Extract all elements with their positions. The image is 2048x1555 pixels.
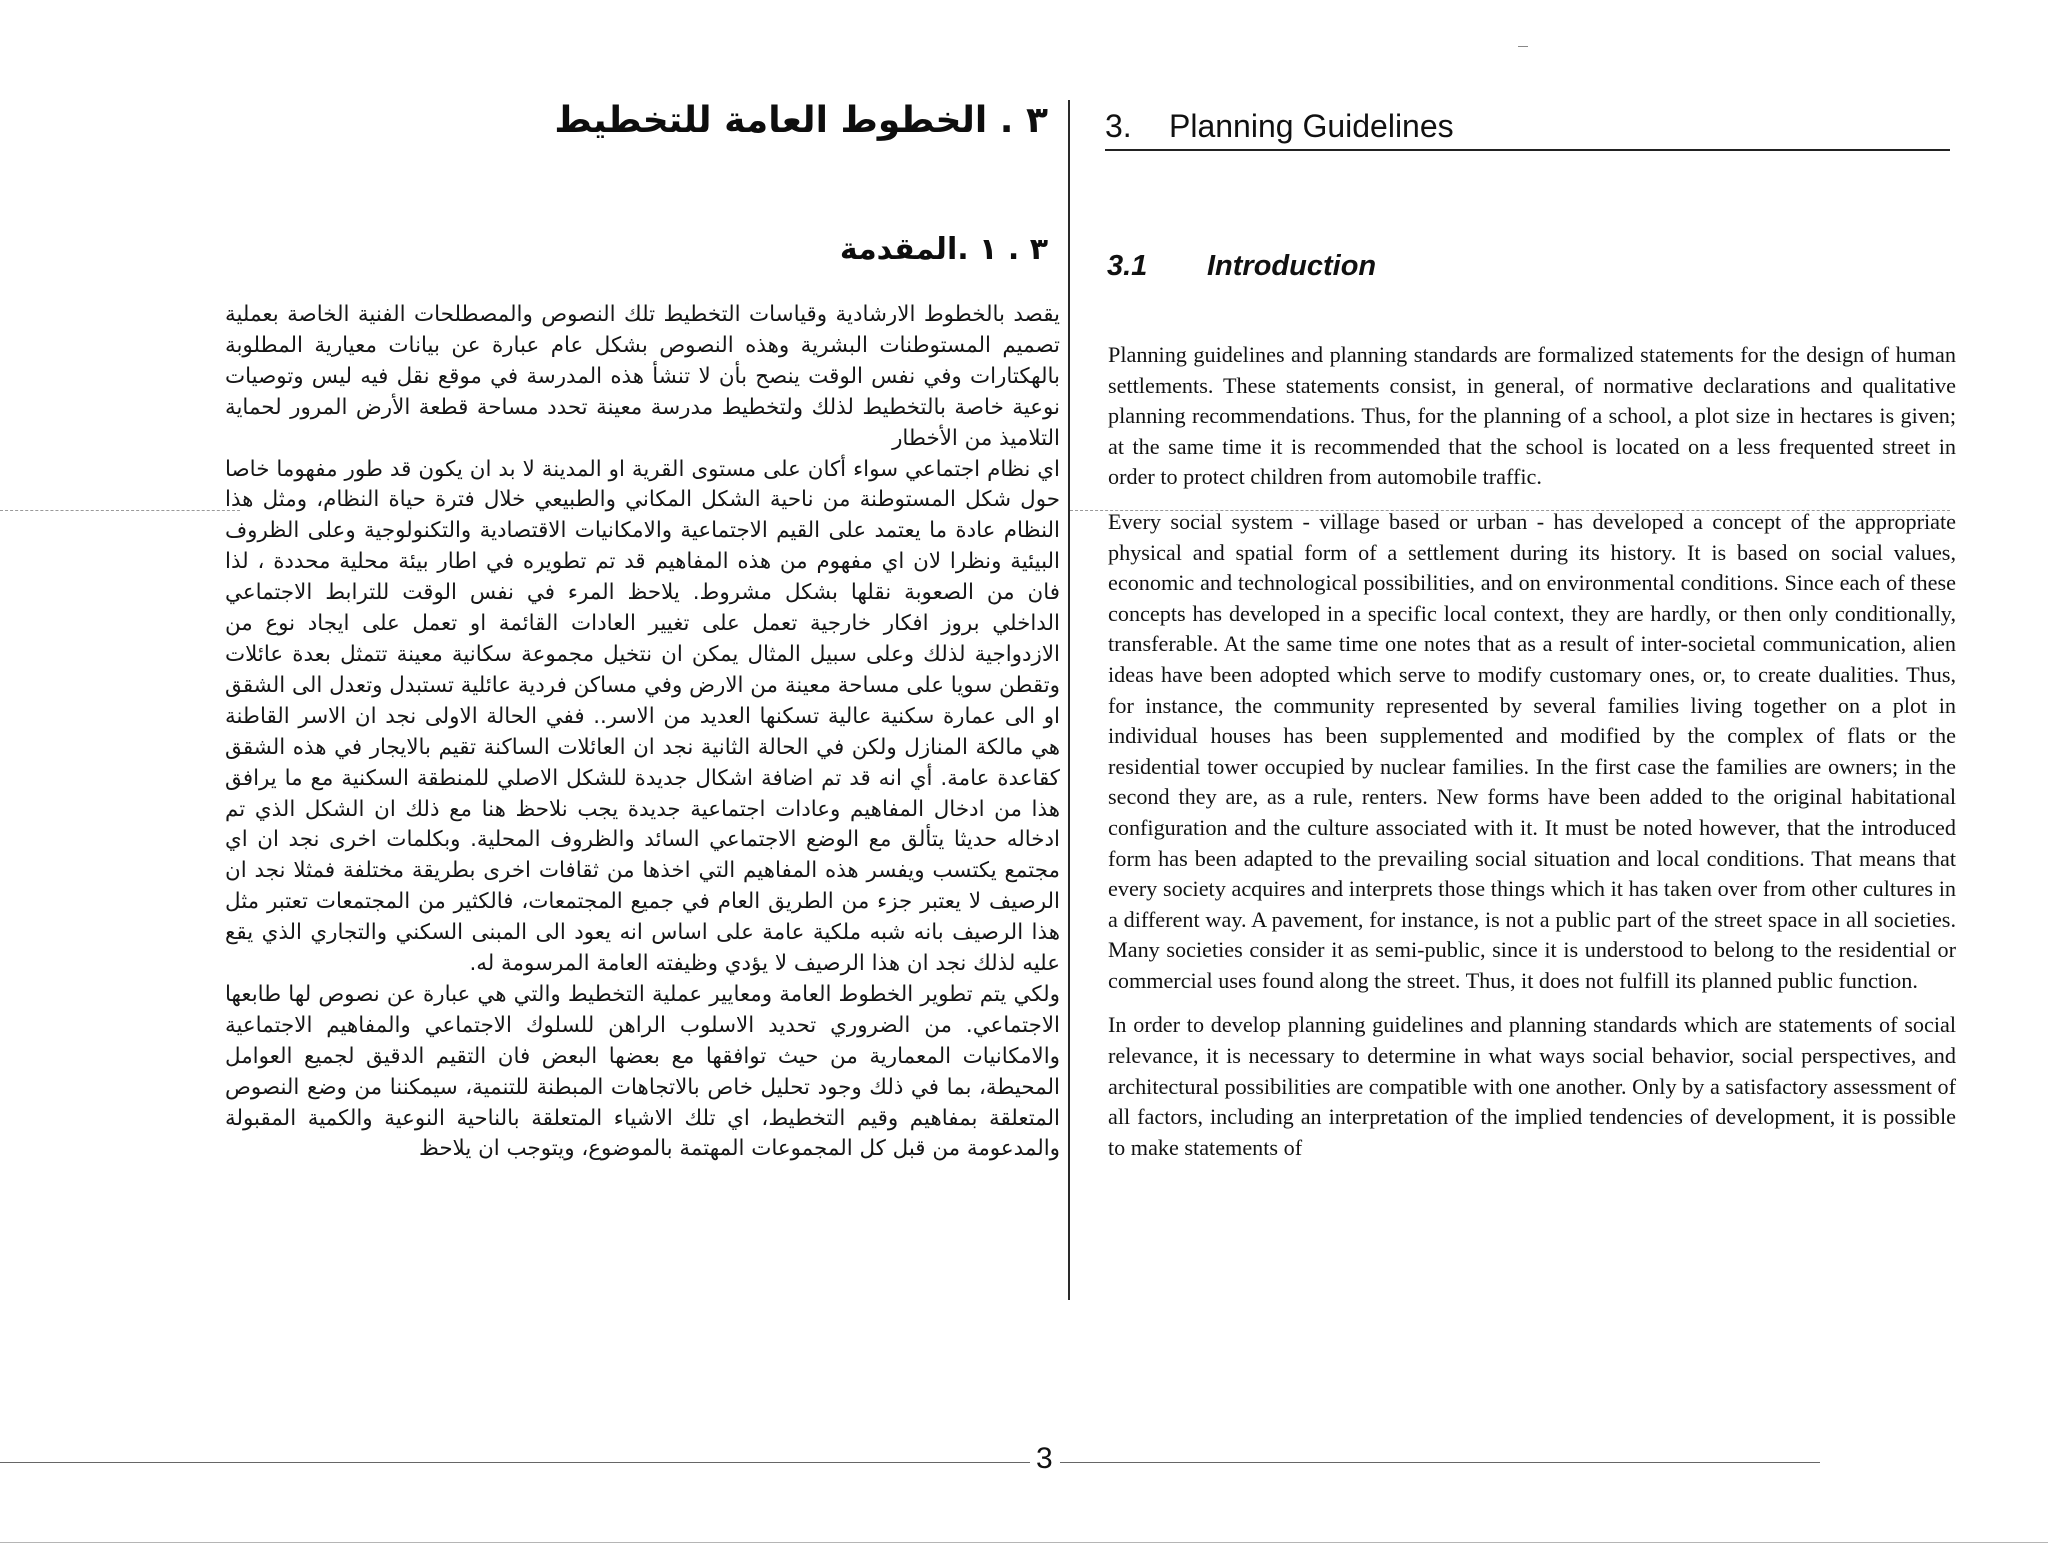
scan-artifact-line (1070, 510, 1950, 511)
scan-artifact-mark (1518, 46, 1528, 47)
arabic-section-title: ٣ . الخطوط العامة للتخطيط (554, 100, 1048, 141)
arabic-paragraph: يقصد بالخطوط الارشادية وقياسات التخطيط تلك النصوص والمصطلحات الفنية الخاصة بعملية تصميم المستوطنات البشرية وهذه النصوص بشكل عام عبارة عن بيانات معيارية المطلوبة بالهكتارات وفي نفس الوقت ينصح بأن لا تنشأ هذه المدرسة في موقع نقل فيه ليس وتوصيات نوعية خاصة بالتخطيط لذلك ولتخطيط مدرسة معينة تحدد مساحة قطعة الأرض المرور لحماية التلاميذ من الأخطار (225, 302, 1060, 451)
page-number: 3 (1036, 1442, 1053, 1475)
english-body-text (1108, 340, 1956, 1177)
english-section-title (1105, 108, 1950, 151)
footer-rule-left (0, 1462, 1030, 1463)
english-subsection-title (1107, 250, 1376, 283)
english-paragraph: Every social system - village based or urban - has developed a concept of the appropriate physical and spatial form of a settlement during its history. It is based on social values, economic and technological possibilities, and on environmental conditions. Since each of these concepts has developed in a specific local context, they are hardly, or then only conditionally, transferable. At the same time one notes that as a result of inter-societal communication, alien ideas have been adopted which serve to modify customary ones, or, to create dualities. Thus, for instance, the community represented by several families living together on a plot in individual houses has been supplemented and modified by the complex of flats or the residential tower occupied by nuclear families. In the first case the families are owners; in the second they are, as a rule, renters. New forms have been added to the original habitational configuration and the culture associated with it. It must be noted however, that the introduced form has been adapted to the prevailing social situation and local conditions. That means that every society acquires and interprets those things which it has taken over from other cultures in a different way. A pavement, for instance, is not a public part of the street space in all societies. Many societies consider it as semi-public, since it is understood to belong to the residential or commercial uses found along the street. Thus, it does not fulfill its planned public function. (1108, 508, 1956, 993)
footer-rule-right (1060, 1462, 1820, 1463)
subsection-title-text: Introduction (1207, 250, 1377, 282)
arabic-body-text (225, 300, 1060, 1165)
english-paragraph: Planning guidelines and planning standards are formalized statements for the design of human settlements. These statements consist, in general, of normative declarations and qualitative planning recommendations. Thus, for the planning of a school, a plot size in hectares is given; at the same time it is recommended that the school is located on a less frequented street in order to protect children from automobile traffic. (1108, 342, 1956, 490)
scan-bottom-edge (0, 1542, 2048, 1543)
section-title-text: Planning Guidelines (1169, 108, 1454, 144)
arabic-paragraph: اي نظام اجتماعي سواء أكان على مستوى القرية او المدينة لا بد ان يكون قد طور مفهوما خاصا حول شكل المستوطنة من ناحية الشكل المكاني والطبيعي خلال فترة حياة النظام، ومثل هذا النظام عادة ما يعتمد على القيم الاجتماعية والامكانيات الاقتصادية والتكنولوجية وعلى الظروف البيئية ونظرا لان اي مفهوم من هذه المفاهيم قد تم تطويره في اطار بيئة محلية محددة ، لذا فان من الصعوبة نقلها بشكل مشروط. يلاحظ المرء في نفس الوقت للترابط الاجتماعي الداخلي بروز افكار خارجية تعمل على تغيير العادات القائمة او تعمل على ايجاد نوع من الازدواجية لذلك وعلى سبيل المثال يمكن ان نتخيل مجموعة سكانية معينة تتمثل بعدة عائلات وتقطن سويا على مساحة معينة من الارض وفي مساكن فردية عائلية تستبدل وتعدل الى الشقق او الى عمارة سكنية عالية تسكنها العديد من الاسر.. ففي الحالة الاولى نجد ان الاسر القاطنة هي مالكة المنازل ولكن في الحالة الثانية نجد ان العائلات الساكنة تقيم بالايجار في هذه الشقق كقاعدة عامة. أي انه قد تم اضافة اشكال جديدة للشكل الاصلي للمنطقة السكنية مع ما يرافق هذا من ادخال المفاهيم وعادات اجتماعية جديدة يجب نلاحظ هنا مع ذلك ان الشكل الذي تم ادخاله حديثا يتألق مع الوضع الاجتماعي السائد والظروف المحلية. وبكلمات اخرى نجد ان اي مجتمع يكتسب ويفسر هذه المفاهيم التي اخذها من ثقافات اخرى بطريقة مختلفة فمثلا نجد ان الرصيف لا يعتبر جزء من الطريق العام في جميع المجتمعات، فالكثير من المجتمعات تعتبر مثل هذا الرصيف بانه شبه ملكية عامة على اساس انه يعود الى المبنى السكني والتجاري الذي يقع عليه لذلك نجد ان هذا الرصيف لا يؤدي وظيفته العامة المرسومة له. (225, 456, 1060, 977)
arabic-paragraph: ولكي يتم تطوير الخطوط العامة ومعايير عملية التخطيط والتي هي عبارة عن نصوص لها طابعها الاجتماعي. من الضروري تحديد الاسلوب الراهن للسلوك الاجتماعي والمفاهيم الاجتماعية والامكانيات المعمارية من حيث توافقها مع بعضها البعض فان التقيم الدقيق لجميع العوامل المحيطة، بما في ذلك وجود تحليل خاص بالاتجاهات المبطنة للتنمية، سيمكننا من وضع النصوص المتعلقة بمفاهيم وقيم التخطيط، اي تلك الاشياء المتعلقة بالناحية النوعية والكمية المقبولة والمدعومة من قبل كل المجموعات المهتمة بالموضوع، ويتوجب ان يلاحظ (225, 981, 1060, 1162)
scan-artifact-line (0, 510, 240, 511)
section-number: 3. (1105, 108, 1132, 144)
column-divider (1068, 100, 1070, 1300)
subsection-number: 3.1 (1107, 250, 1148, 282)
arabic-subsection-title: ٣ . ١ .المقدمة (839, 232, 1048, 267)
english-paragraph: In order to develop planning guidelines and planning standards which are statements of social relevance, it is necessary to determine in what ways social behavior, social perspectives, and architectural possibilities are compatible with one another. Only by a satisfactory assessment of all factors, including an interpretation of the implied tendencies of development, it is possible to make statements of (1108, 1012, 1956, 1160)
